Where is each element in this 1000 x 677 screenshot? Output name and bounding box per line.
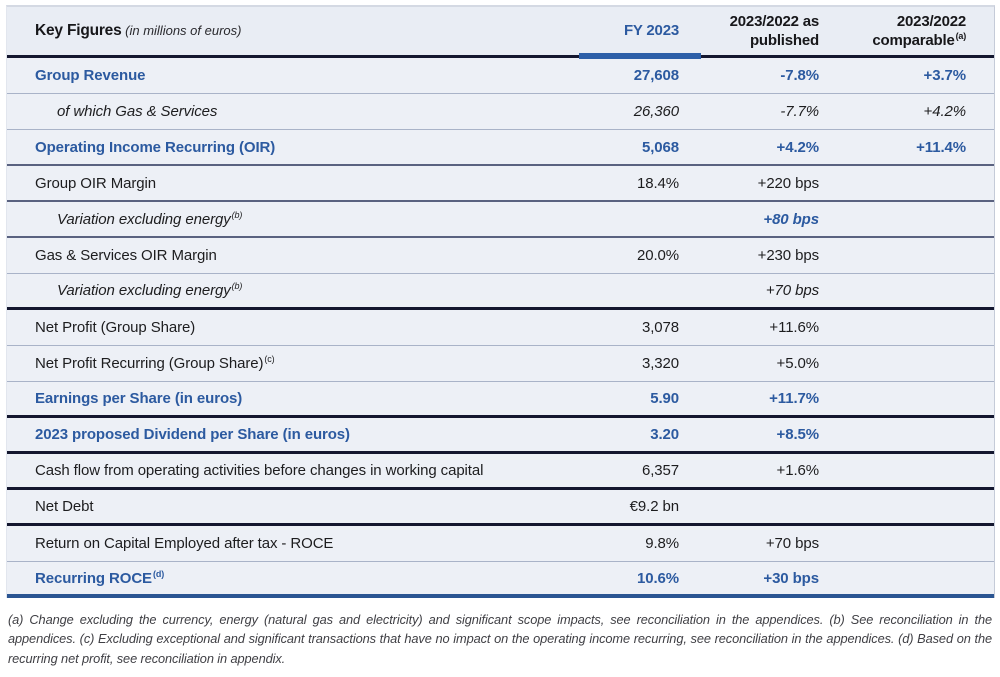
row-label: Group OIR Margin [35,174,156,192]
column-header-comparable: 2023/2022 comparable$^{(a)}$ [872,12,966,49]
row-label: Operating Income Recurring (OIR) [35,138,276,156]
published-value: +230 bps [757,247,819,264]
fy2023-value: 5.90 [650,390,679,407]
fy2023-value: 3.20 [650,426,679,443]
footnote-marker-b: (b) [231,209,243,220]
table-title [35,22,561,40]
fy2023-accent-underline [579,53,701,59]
table-row-net-profit [7,310,994,346]
comparable-value: +3.7% [923,67,966,84]
comparable-value: +4.2% [923,103,966,120]
row-label: Variation excluding energy$^{(b)}$ [57,281,243,299]
row-label: 2023 proposed Dividend per Share (in euros) [35,426,350,443]
published-value: +5.0% [776,355,819,372]
fy2023-value: 5,068 [641,138,679,156]
table-row-net-debt [7,490,994,526]
fy2023-value: 27,608 [633,67,679,84]
fy2023-value: 9.8% [645,535,679,552]
table-row-variation-excl-energy-group [7,202,994,238]
fy2023-value: €9.2 bn [629,498,679,515]
table-row-group-oir-margin [7,166,994,202]
published-value: +1.6% [776,462,819,479]
table-row-roce [7,526,994,562]
row-label: Net Profit (Group Share) [35,319,196,336]
published-value: +220 bps [757,174,819,192]
table-row-net-profit-recurring [7,346,994,382]
fy2023-value: 3,320 [641,355,679,372]
footnote-marker-d: (d) [152,568,165,579]
footnote-marker-c: (c) [264,354,275,364]
table-row-oir [7,130,994,166]
key-figures-table [6,5,995,598]
column-header-fy2023: FY 2023 [623,22,679,40]
footnote-text: (a) Change excluding the currency, energy (natural gas and electricity) and significant scope impacts, see reconciliation in the appendices. (b) See reconciliation in the appendices. (c) Excluding exceptional and significant transactions that have no impact on the operating income recurring, see reconciliation in the appendices. (d) Based on the recurring net profit, see reconciliation in appendix. [8,612,992,666]
unit-note: (in millions of euros) [121,23,242,38]
fy2023-value: 10.6% [636,569,679,587]
row-label: Net Profit Recurring (Group Share)$^{(c)}$ [35,354,275,372]
published-value: +30 bps [763,569,819,587]
published-value: -7.8% [780,67,819,84]
table-row-gas-services-oir-margin [7,238,994,274]
fy2023-value: 26,360 [633,103,679,120]
comparable-value: +11.4% [916,138,966,156]
published-value: +11.6% [769,319,819,336]
published-value: -7.7% [780,103,819,120]
table-row-eps [7,382,994,418]
published-value: +4.2% [776,138,819,156]
published-value: +11.7% [769,390,819,407]
fy2023-value: 3,078 [641,319,679,336]
table-row-recurring-roce [7,562,994,598]
published-value: +80 bps [763,210,819,228]
column-header-published: 2023/2022 as published [729,12,819,49]
row-label: Earnings per Share (in euros) [35,390,243,407]
key-figures-title: Key Figures [35,22,122,39]
row-label: Cash flow from operating activities before changes in working capital [35,462,484,479]
fy2023-value: 20.0% [636,247,679,264]
table-row-gas-services-revenue [7,94,994,130]
table-header-row [7,7,994,58]
row-label: Group Revenue [35,67,146,84]
published-value: +8.5% [776,426,819,443]
footnote-marker-b: (b) [231,281,243,291]
row-label: Return on Capital Employed after tax - ROCE [35,535,334,552]
table-row-cash-flow [7,454,994,490]
fy2023-value: 6,357 [641,462,679,479]
fy2023-value: 18.4% [636,174,679,192]
row-label: Net Debt [35,498,94,515]
row-label: Recurring ROCE$^{(d)}$ [35,568,165,587]
row-label: of which Gas & Services [57,103,218,120]
row-label: Gas & Services OIR Margin [35,247,217,264]
table-row-group-revenue [7,58,994,94]
published-value: +70 bps [765,535,819,552]
row-label: Variation excluding energy$^{(b)}$ [57,209,243,228]
published-value: +70 bps [765,282,819,299]
footnote-marker-a: (a) [955,31,966,41]
table-row-variation-excl-energy-gs [7,274,994,310]
table-row-dividend [7,418,994,454]
